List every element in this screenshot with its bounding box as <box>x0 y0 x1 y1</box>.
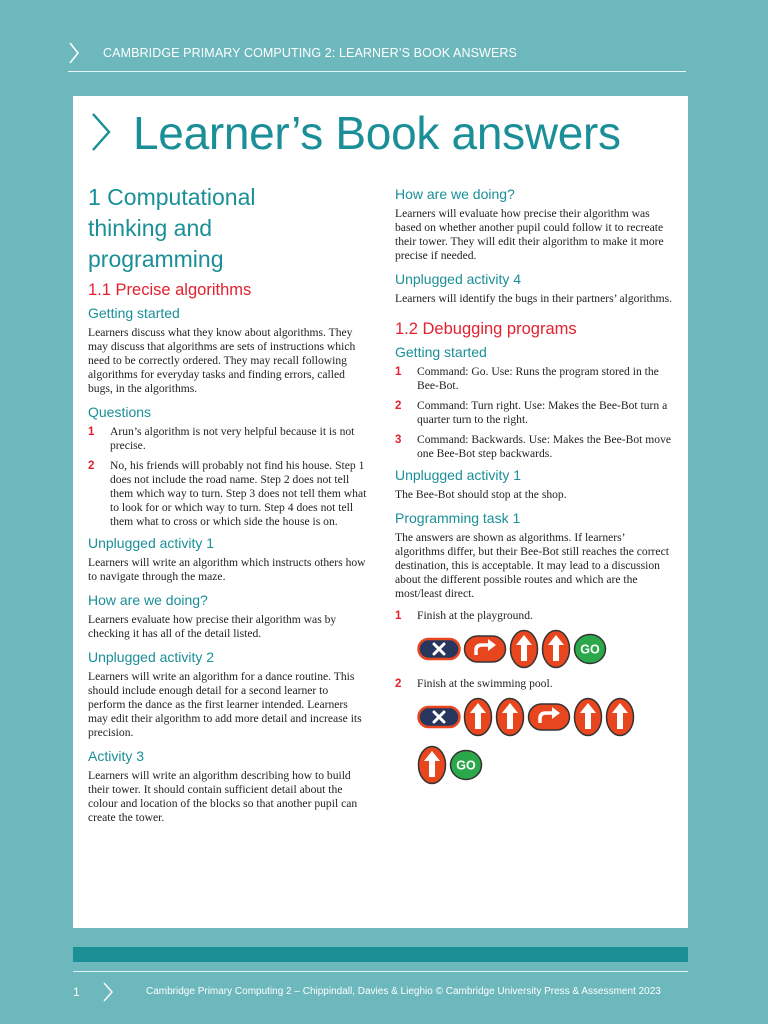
numbered-list <box>395 365 673 461</box>
forward-button-icon <box>495 697 525 737</box>
chevron-right-icon <box>102 982 114 1002</box>
forward-button-icon <box>463 697 493 737</box>
paragraph: Learners discuss what they know about algorithms. They may discuss that algorithms are sets of instructions which need to be correctly ordered. They may recall following algorithms for everyday tasks and finding errors, called bugs, in the algorithms. <box>88 326 356 395</box>
go-button-icon <box>449 749 483 781</box>
turn-right-button-icon <box>463 634 507 664</box>
item-number: 2 <box>395 400 402 412</box>
page-header <box>0 0 768 72</box>
subheading: Unplugged activity 4 <box>395 271 522 287</box>
item-text: Command: Go. Use: Runs the program stored in the Bee-Bot. <box>417 365 659 392</box>
item-text: Arun’s algorithm is not very helpful because it is not precise. <box>110 425 355 452</box>
item-text: Command: Turn right. Use: Makes the Bee-Bot turn a quarter turn to the right. <box>417 399 668 426</box>
list-item <box>395 609 673 623</box>
subheading: Unplugged activity 1 <box>395 467 522 483</box>
footer-bar <box>73 947 688 962</box>
item-number: 2 <box>395 678 402 690</box>
subheading: How are we doing? <box>88 592 208 608</box>
numbered-list <box>395 677 673 691</box>
forward-button-icon <box>605 697 635 737</box>
go-button-icon <box>573 633 607 665</box>
chapter-line: thinking and <box>88 215 213 241</box>
item-text: Finish at the playground. <box>417 609 533 622</box>
beebot-sequence-2-continued <box>417 745 673 785</box>
list-item <box>88 459 368 529</box>
paragraph: Learners will evaluate how precise their algorithm was based on whether another pupil could follow it to recreate their tower. They will edit their algorithm to make it more precise if needed. <box>395 207 664 262</box>
item-text: Finish at the swimming pool. <box>417 677 553 690</box>
subheading: Activity 3 <box>88 748 145 764</box>
paragraph: Learners will write an algorithm which instructs others how to navigate through the maze. <box>88 556 366 583</box>
forward-button-icon <box>541 629 571 669</box>
subheading: Getting started <box>88 305 180 321</box>
right-column <box>395 186 673 793</box>
chapter-line: programming <box>88 246 224 272</box>
item-number: 2 <box>88 460 95 472</box>
beebot-sequence-1 <box>417 629 673 669</box>
list-item <box>395 677 673 691</box>
forward-button-icon <box>417 745 447 785</box>
numbered-list <box>395 609 673 623</box>
subheading: Unplugged activity 2 <box>88 649 215 665</box>
list-item <box>88 425 368 453</box>
paragraph: The Bee-Bot should stop at the shop. <box>395 488 567 501</box>
section-heading: 1.1 Precise algorithms <box>88 281 252 299</box>
beebot-sequence-2 <box>417 697 673 737</box>
clear-button-icon <box>417 636 461 662</box>
chevron-right-icon <box>68 42 80 64</box>
page-number: 1 <box>73 985 80 999</box>
chapter-line: 1 Computational <box>88 184 256 210</box>
forward-button-icon <box>573 697 603 737</box>
numbered-list <box>88 425 368 529</box>
paragraph: Learners will write an algorithm describing how to build their tower. It should contain sufficient detail about the colour and location of the blocks so that another pupil can create the tower. <box>88 769 358 824</box>
page-title: Learner’s Book answers <box>133 107 621 159</box>
svg-text:GO: GO <box>580 642 600 657</box>
turn-right-button-icon <box>527 702 571 732</box>
clear-button-icon <box>417 704 461 730</box>
section-heading: 1.2 Debugging programs <box>395 320 577 338</box>
footer-copyright: Cambridge Primary Computing 2 – Chippindall, Davies & Lieghio © Cambridge University Press & Assessment 2023 <box>146 986 661 997</box>
forward-button-icon <box>509 629 539 669</box>
item-number: 1 <box>395 610 402 622</box>
header-divider <box>68 71 686 72</box>
item-number: 1 <box>88 426 95 438</box>
paragraph: Learners will identify the bugs in their partners’ algorithms. <box>395 292 672 305</box>
list-item <box>395 399 673 427</box>
left-column <box>88 182 368 833</box>
subheading: Questions <box>88 404 152 420</box>
paragraph: The answers are shown as algorithms. If learners’ algorithms differ, but their Bee-Bot still reaches the correct destination, this is acceptable. It may lead to a discussion about the different possible routes and which are the most/least direct. <box>395 531 669 600</box>
footer-divider <box>73 971 688 972</box>
paragraph: Learners will write an algorithm for a dance routine. This should include enough detail for a second learner to perform the dance as the first learner intended. Learners may edit their algorithm to add more detail and increase its precision. <box>88 670 362 739</box>
subheading: How are we doing? <box>395 186 515 202</box>
item-number: 1 <box>395 366 402 378</box>
item-text: No, his friends will probably not find his house. Step 1 does not include the road name. Step 2 does not tell them which way to turn. Step 3 does not tell them what to look for or which way to turn. Step 4 does not tell them what to cross or which side the house is on. <box>110 459 367 528</box>
title-chevron-icon <box>89 112 113 152</box>
chapter-heading <box>88 182 368 275</box>
svg-text:GO: GO <box>456 758 476 773</box>
paragraph: Learners evaluate how precise their algorithm was by checking it has all of the detail listed. <box>88 613 337 640</box>
header-title: CAMBRIDGE PRIMARY COMPUTING 2: LEARNER’S BOOK ANSWERS <box>103 46 517 60</box>
list-item <box>395 365 673 393</box>
page-content <box>73 96 688 928</box>
subheading: Programming task 1 <box>395 510 521 526</box>
subheading: Unplugged activity 1 <box>88 535 215 551</box>
item-text: Command: Backwards. Use: Makes the Bee-Bot move one Bee-Bot step backwards. <box>417 433 672 460</box>
subheading: Getting started <box>395 344 487 360</box>
list-item <box>395 433 673 461</box>
item-number: 3 <box>395 434 402 446</box>
